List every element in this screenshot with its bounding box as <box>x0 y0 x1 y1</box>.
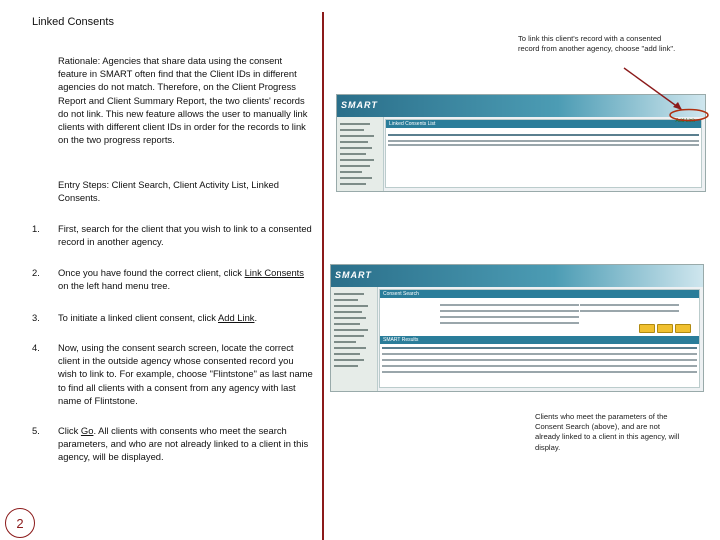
content-panel <box>379 289 700 388</box>
results-title-bar <box>380 336 699 344</box>
step-number: 1. <box>32 223 40 234</box>
step-text: on the left hand menu tree. <box>58 280 171 292</box>
left-menu-tree <box>331 287 378 391</box>
step-number: 3. <box>32 312 40 323</box>
step-text: To initiate a linked client consent, click <box>58 312 218 323</box>
callout-add-link: To link this client's record with a consented record from another agency, choose "add link". <box>518 34 676 54</box>
step-text: . <box>254 312 258 323</box>
link-consents-link[interactable]: Link Consents <box>244 267 304 278</box>
results-title: SMART Results <box>383 337 419 343</box>
go-button[interactable] <box>639 324 655 333</box>
app-logo: SMART <box>341 100 378 110</box>
step-text: . All clients with consents who meet the search parameters, and who are not already linked to a client in this agency, will be displayed. <box>58 425 309 463</box>
step-text: First, search for the client that you wish to link to a consented record in another agency. <box>58 223 312 248</box>
screenshot-linked-consents <box>336 94 706 192</box>
step-number: 4. <box>32 342 40 353</box>
step-number: 5. <box>32 425 40 436</box>
rationale-text: Rationale: Agencies that share data using the consent feature in SMART often find that the Client IDs in different agencies do not match. Therefore, on the Client Progress Report and Client Summary Report, the two clients' records do not link. This new feature allows the user to manually link clients with different client IDs in order for the records to link on the two progress reports. <box>58 55 308 146</box>
add-link-button[interactable]: Add Link <box>675 118 695 124</box>
add-link-link[interactable]: Add Link <box>217 312 255 323</box>
step-text: Now, using the consent search screen, locate the correct client in the outside agency whose consented record you wish to link to. For example, choose "Flintstone" as last name to find all clients with a consent from any agency with last name of Flintstone. <box>58 342 313 406</box>
step-text: Once you have found the correct client, click <box>58 267 245 278</box>
panel-title-bar <box>386 120 701 128</box>
page-number-badge: 2 <box>5 508 35 538</box>
entry-steps-text: Entry Steps: Client Search, Client Activity List, Linked Consents. <box>58 179 279 204</box>
app-header <box>331 265 703 287</box>
screenshot-consent-search <box>330 264 704 392</box>
content-panel <box>385 119 702 188</box>
step-number: 2. <box>32 267 40 278</box>
step-text: Click <box>58 425 81 436</box>
slide-title: Linked Consents <box>32 16 114 28</box>
panel-title: Consent Search <box>383 291 419 297</box>
cancel-button[interactable] <box>675 324 691 333</box>
go-link[interactable]: Go <box>80 425 94 436</box>
panel-title: Linked Consents List <box>389 121 436 127</box>
app-header <box>337 95 705 117</box>
panel-title-bar <box>380 290 699 298</box>
left-menu-tree <box>337 117 384 191</box>
clear-button[interactable] <box>657 324 673 333</box>
divider-line <box>322 12 324 540</box>
callout-results: Clients who meet the parameters of the Consent Search (above), and are not already linked to a client in this agency, will display. <box>535 412 680 452</box>
app-logo: SMART <box>335 270 372 280</box>
